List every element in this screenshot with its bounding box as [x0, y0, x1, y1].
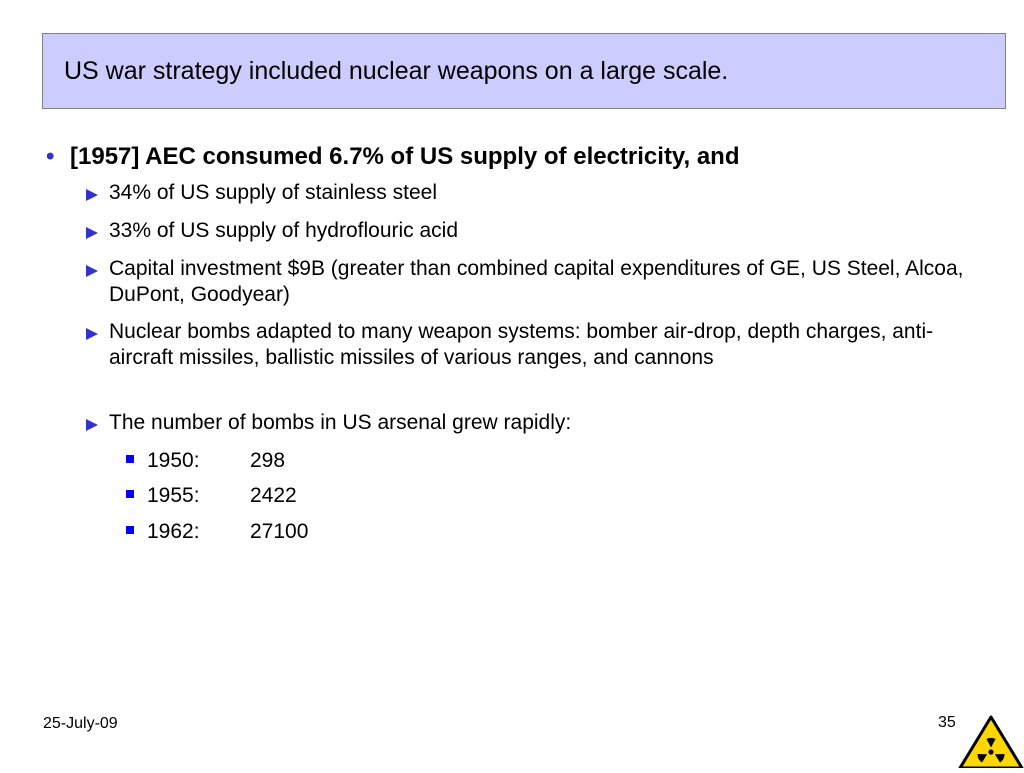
arsenal-year: 1950: — [147, 449, 200, 472]
sub-bullet-text: 34% of US supply of stainless steel — [109, 181, 438, 204]
triangle-bullet-icon — [86, 189, 98, 201]
arsenal-year: 1962: — [147, 520, 200, 543]
square-bullet-icon — [126, 490, 134, 498]
arsenal-year: 1955: — [147, 484, 200, 507]
square-bullet-icon — [126, 455, 134, 463]
sub-bullet-text: Nuclear bombs adapted to many weapon systems: bomber air-drop, depth charges, anti-aircraft missiles, ballistic missiles of various ranges, and cannons — [109, 320, 934, 369]
footer-date: 25-July-09 — [43, 715, 118, 732]
sub-bullet-text: Capital investment $9B (greater than combined capital expenditures of GE, US Steel, Alcoa, DuPont, Goodyear) — [109, 257, 964, 306]
arsenal-count: 298 — [250, 449, 286, 472]
bullet-dot-icon: • — [46, 143, 55, 170]
title-box — [42, 33, 1006, 109]
arsenal-count: 2422 — [250, 484, 297, 507]
radiation-warning-icon — [958, 715, 1024, 768]
square-bullet-icon — [126, 526, 134, 534]
triangle-bullet-icon — [86, 227, 98, 239]
slide-title: US war strategy included nuclear weapons on a large scale. — [64, 56, 729, 85]
main-bullet-text: [1957] AEC consumed 6.7% of US supply of electricity, and — [70, 143, 740, 170]
triangle-bullet-icon — [86, 419, 98, 431]
page-number: 35 — [938, 714, 956, 731]
arsenal-count: 27100 — [250, 520, 309, 543]
triangle-bullet-icon — [86, 265, 98, 277]
triangle-bullet-icon — [86, 328, 98, 340]
sub-bullet-text: The number of bombs in US arsenal grew rapidly: — [109, 411, 572, 434]
sub-bullet-text: 33% of US supply of hydroflouric acid — [109, 219, 459, 242]
